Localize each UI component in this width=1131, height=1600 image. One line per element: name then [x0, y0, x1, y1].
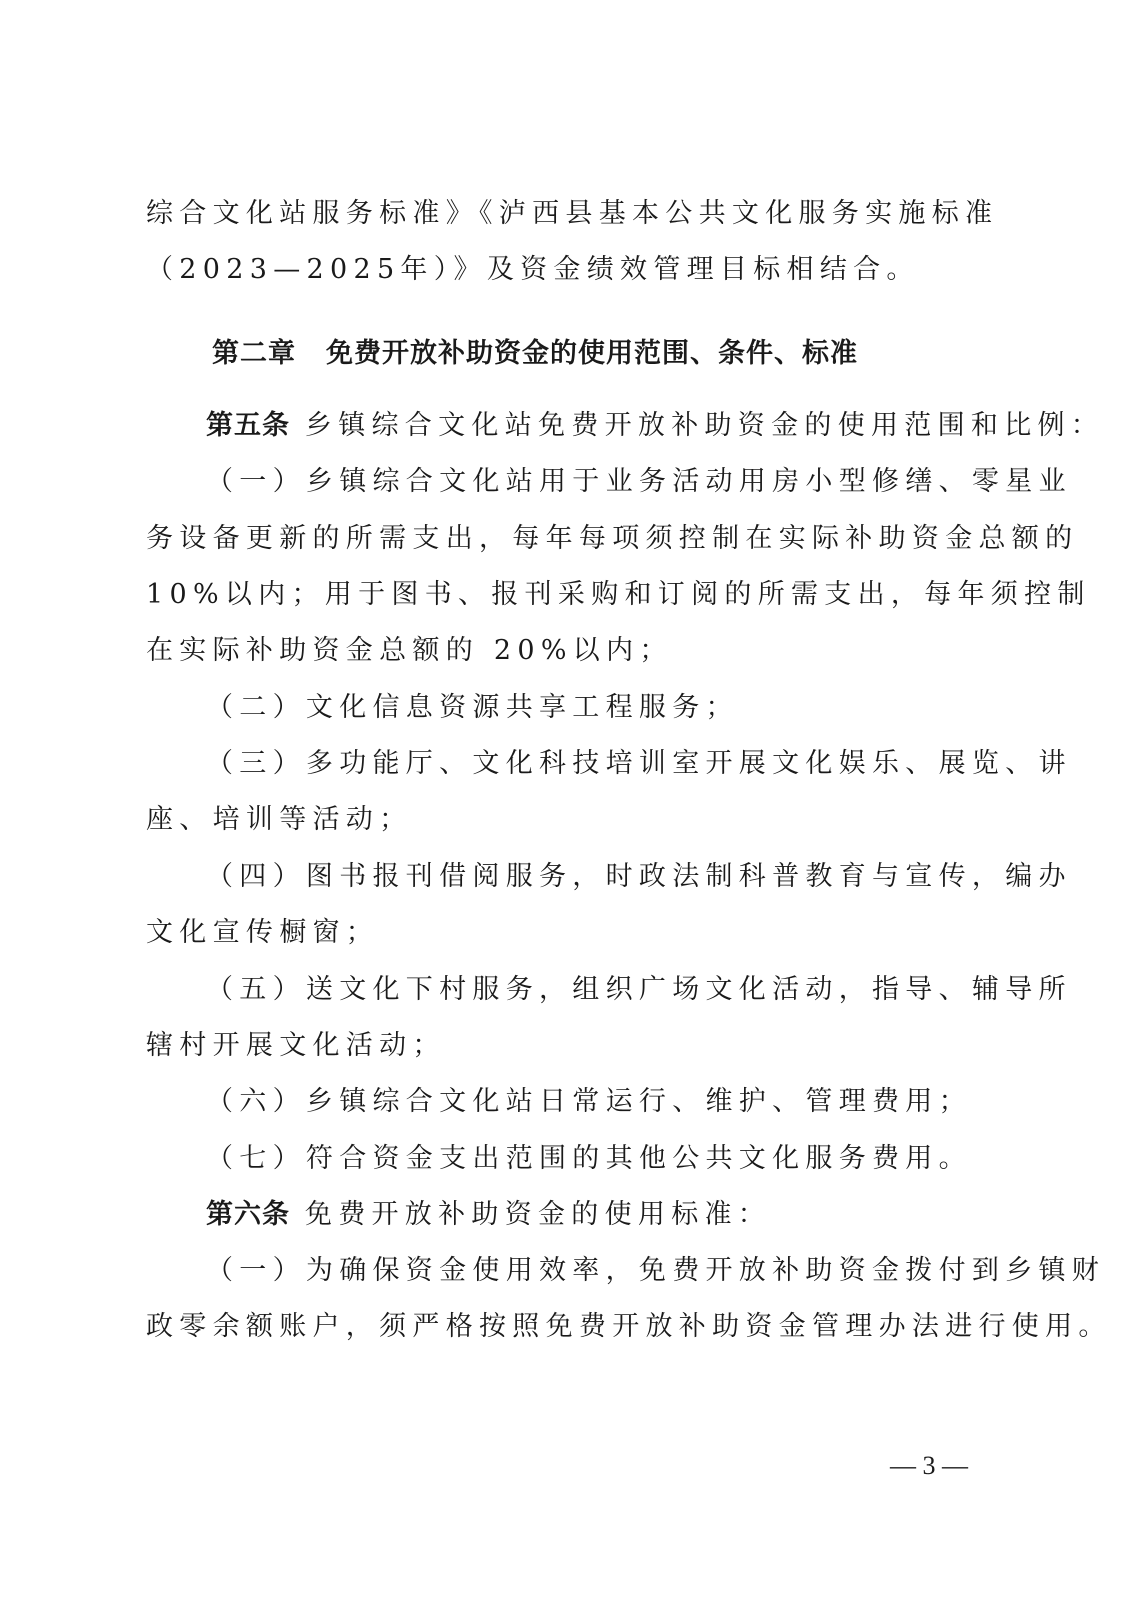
page-number: — 3 — — [890, 1451, 968, 1480]
article-5-heading — [206, 406, 1105, 446]
article-5-label: 第五条 — [206, 410, 290, 441]
article-6-heading — [206, 1195, 1036, 1235]
article-5-text: 乡镇综合文化站免费开放补助资金的使用范围和比例： — [304, 410, 1105, 441]
article-5-item-1-line-4: 在实际补助资金总额的 20%以内； — [146, 635, 673, 666]
continuation-line-1: 综合文化站服务标准》《泸西县基本公共文化服务实施标准 — [146, 198, 999, 229]
article-5-item-1-line-1: （一）乡镇综合文化站用于业务活动用房小型修缮、零星业 — [206, 466, 1072, 497]
article-5-item-5-line-2: 辖村开展文化活动； — [146, 1030, 446, 1061]
article-6-text: 免费开放补助资金的使用标准： — [304, 1199, 772, 1230]
continuation-line-2: （2023—2025年）》及资金绩效管理目标相结合。 — [146, 254, 920, 285]
article-5-item-1-line-3: 10%以内；用于图书、报刊采购和订阅的所需支出，每年须控制 — [146, 579, 1091, 610]
article-5-item-6: （六）乡镇综合文化站日常运行、维护、管理费用； — [206, 1086, 972, 1117]
article-5-item-7: （七）符合资金支出范围的其他公共文化服务费用。 — [206, 1143, 972, 1174]
article-5-item-5-line-1: （五）送文化下村服务，组织广场文化活动，指导、辅导所 — [206, 974, 1072, 1005]
article-6-label: 第六条 — [206, 1199, 290, 1230]
article-5-item-2: （二）文化信息资源共享工程服务； — [206, 692, 739, 723]
chapter-number: 第二章 — [212, 338, 296, 369]
article-5-item-1-line-2: 务设备更新的所需支出，每年每项须控制在实际补助资金总额的 — [146, 523, 1079, 554]
article-6-item-1-line-1: （一）为确保资金使用效率，免费开放补助资金拨付到乡镇财 — [206, 1255, 1106, 1286]
chapter-title: 免费开放补助资金的使用范围、条件、标准 — [326, 338, 858, 369]
article-5-item-4-line-1: （四）图书报刊借阅服务，时政法制科普教育与宣传，编办 — [206, 861, 1072, 892]
chapter-heading — [212, 334, 858, 374]
article-5-item-3-line-2: 座、培训等活动； — [146, 804, 413, 835]
article-5-item-3-line-1: （三）多功能厅、文化科技培训室开展文化娱乐、展览、讲 — [206, 748, 1072, 779]
article-6-item-1-line-2: 政零余额账户，须严格按照免费开放补助资金管理办法进行使用。 — [146, 1311, 1112, 1342]
article-5-item-4-line-2: 文化宣传橱窗； — [146, 917, 380, 948]
